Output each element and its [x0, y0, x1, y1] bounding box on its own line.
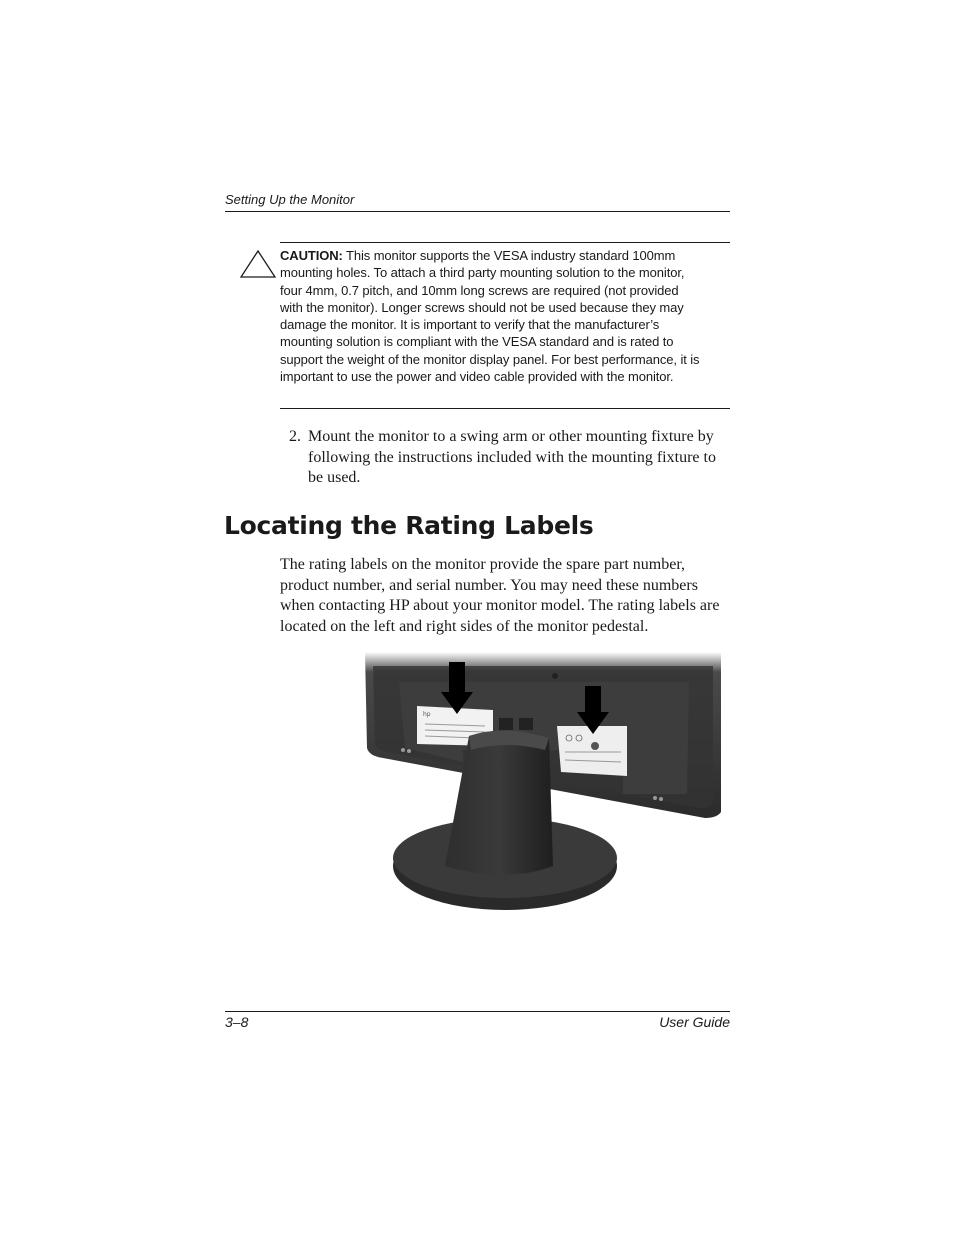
step-number: 2.	[289, 428, 301, 445]
page-number: 3–8	[225, 1014, 249, 1030]
caution-bottom-rule	[280, 408, 730, 409]
caution-label: CAUTION:	[280, 248, 343, 263]
right-rating-label	[557, 726, 627, 776]
section-body: The rating labels on the monitor provide the spare part number, product number, and serial number. You may need these numbers when contacting HP about your monitor model. The rating labels are located on the left and right sides of the monitor pedestal.	[280, 556, 720, 635]
running-head: Setting Up the Monitor	[225, 192, 355, 207]
caution-body: This monitor supports the VESA industry standard 100mm mounting holes. To attach a third party mounting solution to the monitor, four 4mm, 0.7 pitch, and 10mm long screws are required (not provided with the monitor). Longer screws should not be used because they may damage the monitor. It is important to verify that the manufacturer’s mounting solution is compliant with the VESA standard and is rated to support the weight of the monitor display panel. For best performance, it is important to use the power and video cable provided with the monitor.	[280, 248, 700, 385]
book-title: User Guide	[659, 1014, 730, 1030]
section-title: Locating the Rating Labels	[224, 511, 594, 540]
footer-rule	[225, 1011, 730, 1012]
caution-top-rule	[280, 242, 730, 243]
hp-logo-icon: hp	[423, 711, 431, 718]
caution-triangle-icon	[240, 250, 276, 278]
step-text: Mount the monitor to a swing arm or other mounting fixture by following the instructions included with the mounting fixture to be used.	[308, 428, 716, 486]
monitor-rear-illustration	[365, 652, 721, 914]
caution-note	[280, 247, 700, 385]
header-rule	[225, 211, 730, 212]
